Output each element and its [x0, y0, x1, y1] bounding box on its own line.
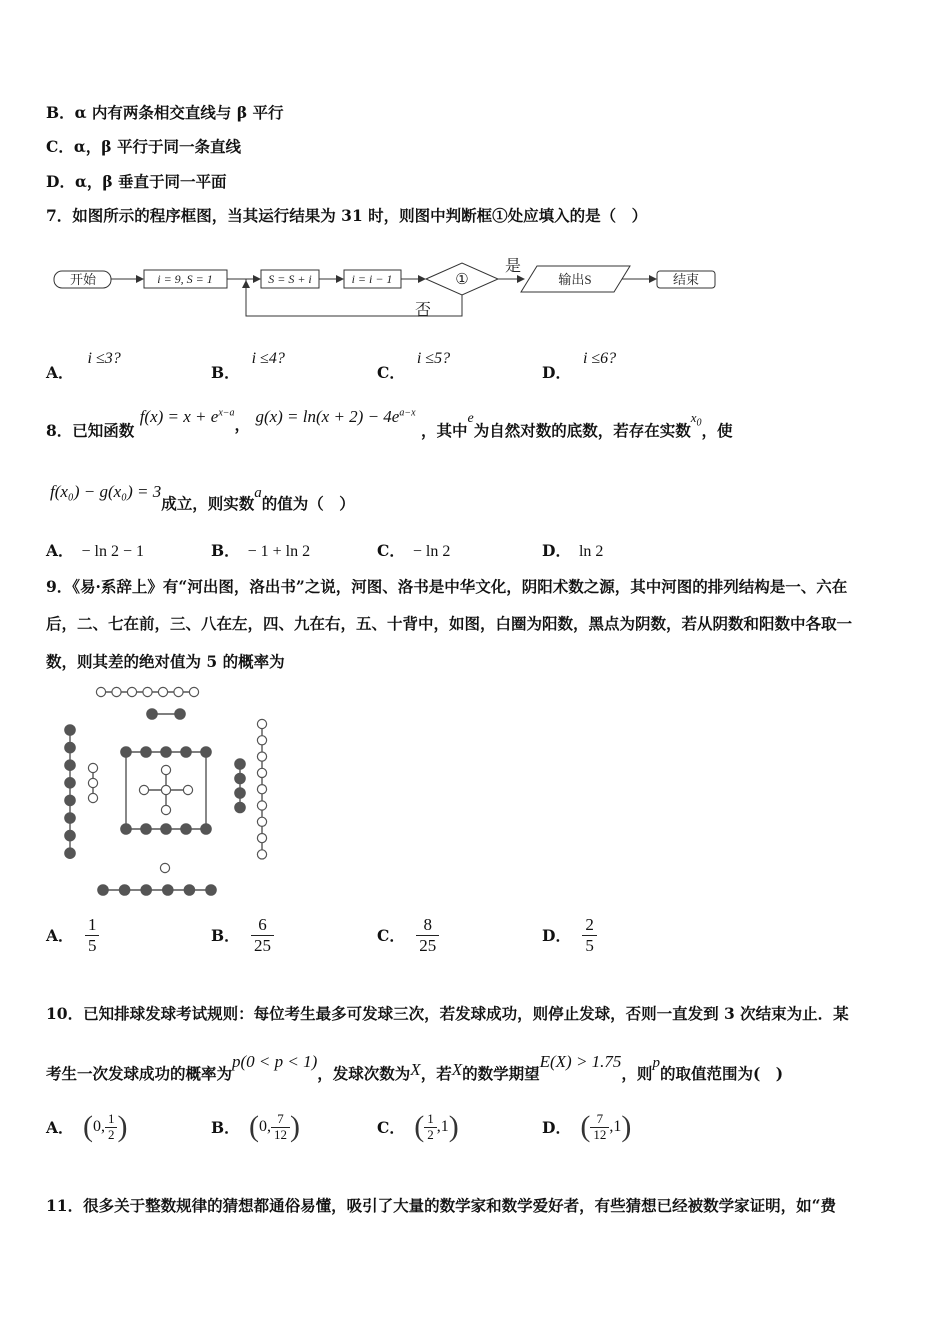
q7-option-a: A．i ≤3? [46, 350, 121, 382]
hetu-yin-dot [235, 773, 245, 783]
q9-option-a: A． $\frac{1}{5}$ [46, 915, 99, 955]
hetu-yin-dot [141, 747, 151, 757]
q9-option-d: D． $\frac{2}{5}$ [542, 915, 597, 955]
q10-option-d: D． ( $\frac{7}{12}$ ,1) [542, 1110, 632, 1143]
hetu-yin-dot [65, 813, 75, 823]
q9-hetu-diagram [55, 680, 280, 900]
hetu-yin-dot [65, 725, 75, 735]
flow-yes-label: 是 [504, 258, 522, 275]
flow-end-label: 结束 [672, 272, 700, 287]
hetu-yin-dot [121, 747, 131, 757]
q8-x0: $x_0$ [690, 410, 702, 429]
flow-start-label: 开始 [69, 272, 97, 287]
hetu-yang-dot [257, 850, 266, 859]
q8-f-definition: $f(x) = x + e^{x-a}$ [139, 407, 235, 426]
hetu-yin-dot [147, 709, 157, 719]
hetu-yin-dot [65, 742, 75, 752]
q10-line1: 10．已知排球发球考试规则：每位考生最多可发球三次，若发球成功，则停止发球，否则一直发到 3 次结束为止．某 [46, 1004, 849, 1023]
q6-option-c: C．α，β 平行于同一条直线 [46, 137, 241, 156]
q10-option-a: A． (0, $\frac{1}{2}$ ) [46, 1110, 128, 1143]
hetu-yang-dot [174, 687, 183, 696]
q9-line1: 9．《易·系辞上》有“河出图，洛出书”之说，河图、洛书是中华文化，阴阳术数之源，其中河图的排列结构是一、六在 [46, 577, 848, 596]
hetu-yang-dot [88, 763, 97, 772]
q6-option-d: D．α，β 垂直于同一平面 [46, 172, 227, 191]
hetu-yang-dot [257, 752, 266, 761]
hetu-yin-dot [235, 788, 245, 798]
flow-step1-label: S = S + i [268, 272, 312, 286]
hetu-yin-dot [98, 885, 108, 895]
hetu-yang-dot [160, 863, 169, 872]
q9-line2: 后，二、七在前，三、八在左，四、九在右，五、十背中，如图，白圈为阳数，黑点为阴数，若从阴数和阳数中各取一 [46, 614, 853, 633]
hetu-yang-dot [161, 785, 170, 794]
hetu-yin-dot [65, 848, 75, 858]
hetu-yang-dot [143, 687, 152, 696]
hetu-yang-dot [257, 801, 266, 810]
hetu-yang-dot [183, 785, 192, 794]
hetu-yang-dot [112, 687, 121, 696]
hetu-yang-dot [139, 785, 148, 794]
hetu-yin-dot [65, 760, 75, 770]
hetu-yang-dot [161, 765, 170, 774]
hetu-yang-dot [257, 817, 266, 826]
q10-line2: 考生一次发球成功的概率为p(0 < p < 1)，发球次数为X，若X的数学期望E(X) > 1.75，则p的取值范围为( ) [46, 1052, 784, 1083]
q7-option-c: C．i ≤5? [377, 350, 451, 382]
hetu-yin-dot [235, 802, 245, 812]
hetu-yang-dot [257, 785, 266, 794]
q9-line3: 数，则其差的绝对值为 5 的概率为 [46, 652, 285, 671]
q8-option-a: A． − ln 2 − 1 [46, 541, 145, 560]
q6-option-b: B．α 内有两条相交直线与 β 平行 [46, 103, 284, 122]
hetu-yin-dot [141, 885, 151, 895]
q9-option-b: B． $\frac{6}{25}$ [211, 915, 274, 955]
hetu-yang-dot [257, 719, 266, 728]
hetu-yin-dot [206, 885, 216, 895]
q11-line1: 11．很多关于整数规律的猜想都通俗易懂，吸引了大量的数学家和数学爱好者，有些猜想已经被数学家证明，如“费 [46, 1196, 836, 1215]
flow-init-label: i = 9, S = 1 [157, 272, 213, 286]
hetu-yang-dot [96, 687, 105, 696]
q10-option-c: C． ( $\frac{1}{2}$ ,1) [377, 1110, 459, 1143]
q8-option-d: D． ln 2 [542, 541, 604, 560]
hetu-yang-dot [88, 778, 97, 787]
hetu-yin-dot [235, 759, 245, 769]
flow-decision-label: ① [455, 272, 469, 288]
hetu-yang-dot [189, 687, 198, 696]
flow-no-label: 否 [414, 302, 432, 319]
hetu-yin-dot [141, 824, 151, 834]
hetu-yang-dot [158, 687, 167, 696]
q7-stem: 7．如图所示的程序框图，当其运行结果为 31 时，则图中判断框①处应填入的是（ ） [46, 206, 648, 225]
flow-step2-label: i = i − 1 [351, 272, 393, 286]
hetu-yin-dot [181, 824, 191, 834]
flow-output-label: 输出S [558, 272, 592, 287]
hetu-yin-dot [175, 709, 185, 719]
q8-option-c: C． − ln 2 [377, 541, 451, 560]
hetu-yin-dot [201, 824, 211, 834]
hetu-yang-dot [161, 805, 170, 814]
q8-stem: 8．已知函数 $f(x) = x + e^{x-a}$， $g(x) = \ln(x + 2) - 4e^{a-x}$ ，其中e为自然对数的底数，若存在实数$x_0$，使 [46, 407, 733, 440]
hetu-yin-dot [201, 747, 211, 757]
hetu-yang-dot [88, 793, 97, 802]
hetu-yin-dot [121, 824, 131, 834]
hetu-yang-dot [257, 768, 266, 777]
q8-g-definition: $g(x) = \ln(x + 2) - 4e^{a-x}$ [255, 407, 416, 426]
q8-condition: f(x₀) − g(x₀) = 3成立，则实数a的值为（ ） [50, 482, 355, 513]
q10-option-b: B． (0, $\frac{7}{12}$ ) [211, 1110, 301, 1143]
hetu-yin-dot [65, 795, 75, 805]
hetu-yin-dot [163, 885, 173, 895]
q8-option-b: B． − 1 + ln 2 [211, 541, 311, 560]
q7-flowchart [50, 255, 730, 325]
hetu-yang-dot [257, 834, 266, 843]
q7-option-b: B．i ≤4? [211, 350, 285, 382]
q9-option-c: C． $\frac{8}{25}$ [377, 915, 439, 955]
hetu-yang-dot [127, 687, 136, 696]
hetu-yin-dot [65, 830, 75, 840]
hetu-yin-dot [161, 824, 171, 834]
hetu-yin-dot [65, 778, 75, 788]
hetu-yin-dot [181, 747, 191, 757]
hetu-yang-dot [257, 736, 266, 745]
hetu-yin-dot [184, 885, 194, 895]
q7-option-d: D．i ≤6? [542, 350, 617, 382]
hetu-yin-dot [161, 747, 171, 757]
hetu-yin-dot [119, 885, 129, 895]
